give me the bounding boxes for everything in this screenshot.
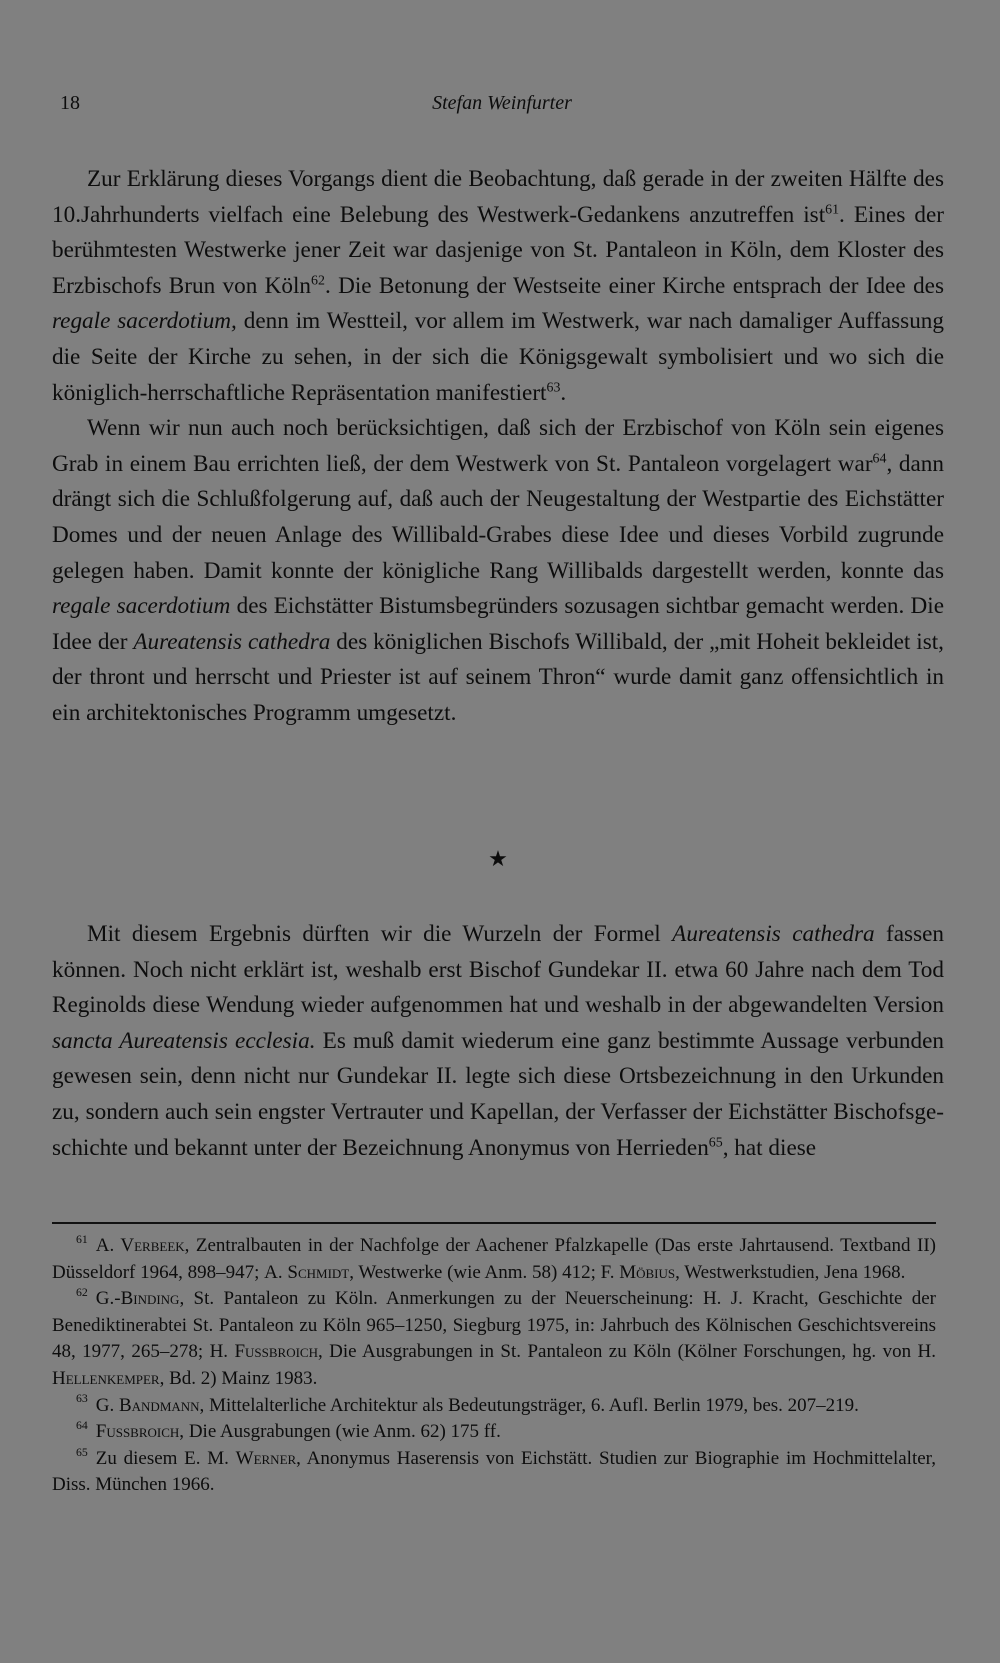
footnote-text: Mittelalterliche Architektur als Bedeutungsträger, 6. Aufl. Berlin 1979, bes. 207–219.	[204, 1394, 859, 1416]
footnote-64	[52, 1419, 936, 1446]
footnotes	[52, 1233, 936, 1499]
footnote-number: 65	[76, 1445, 88, 1459]
book-page	[52, 0, 944, 1663]
author-name: Werner,	[235, 1447, 301, 1469]
footnote-61	[52, 1233, 936, 1286]
footnote-text: Westwerke (wie Anm. 58) 412;	[353, 1261, 601, 1283]
footnote-ref-62[interactable]: 62	[311, 273, 325, 289]
paragraph-2	[52, 411, 944, 731]
footnote-number: 62	[76, 1285, 88, 1299]
author-name: H. Fussbroich,	[209, 1341, 323, 1363]
running-head-author: Stefan Weinfurter	[432, 92, 572, 114]
footnote-text: Westwerkstudien, Jena 1968.	[679, 1261, 906, 1283]
footnote-ref-65[interactable]: 65	[708, 1135, 723, 1151]
paragraph-3-text: Es muß damit wiederum eine ganz bestimmte Aussage verbunden gewesen sein, denn nicht nur Gundekar II. legte sich diese Ortsbezeichnung in den Urkunden zu, sondern auch sein engster Vertrauter und Kapellan, der Verfasser der Eichstätter Bischofsgeschichte und bekannt unter der Bezeichnung Anonymus von Herrieden	[52, 1027, 944, 1161]
author-name: A. Verbeek,	[95, 1235, 190, 1256]
paragraph-1	[52, 162, 944, 411]
footnote-63	[52, 1393, 936, 1420]
paragraph-3-text: , hat diese	[722, 1134, 817, 1161]
author-name: H. Hellenkemper,	[52, 1341, 936, 1389]
main-text-continued	[52, 917, 944, 1166]
footnote-text: Die Ausgrabungen in St. Pantaleon zu Köln (Kölner Forschungen, hg. von	[322, 1341, 918, 1363]
paragraph-2-text: , dann drängt sich die Schlußfolgerung auf, daß auch der Neugestaltung der Westpartie des Eichstätter Domes und der neuen Anlage des Willibald-Grabes diese Idee und dieses Vorbild zugrunde gelegen haben. Damit konnte der königliche Rang Willibalds dargestellt werden, konnte das	[52, 450, 944, 584]
page-number: 18	[60, 92, 80, 114]
paragraph-2-text: des königlichen Bischofs Willibald, der „mit Hoheit bekleidet ist, der thront und herrscht und Priester ist auf seinem Thron“ wurde damit ganz offensichtlich in ein architektonisches Programm umgesetzt.	[52, 628, 944, 726]
italic-phrase: regale sacerdotium	[52, 593, 231, 620]
footnote-ref-64[interactable]: 64	[872, 451, 887, 467]
footnote-text: Anonymus Haserensis von Eichstätt. Studien zur Biographie im Hochmittelalter, Diss. München 1966.	[52, 1447, 936, 1496]
footnote-text: St. Pantaleon zu Köln. Anmerkungen zu der Neuerscheinung: H. J. Kracht, Geschichte der Benediktinerabtei St. Pantaleon zu Köln 965–1250, Siegburg 1975, in: Jahrbuch des Kölnischen Geschichtsvereins 48, 1977, 265–278;	[52, 1288, 936, 1363]
footnote-number: 64	[76, 1418, 88, 1432]
footnote-divider	[52, 1222, 936, 1224]
footnote-text: Bd. 2) Mainz 1983.	[164, 1367, 318, 1389]
footnote-number: 61	[76, 1232, 88, 1246]
main-text	[52, 162, 944, 732]
footnote-text: Die Ausgrabungen (wie Anm. 62) 175 ff.	[184, 1421, 501, 1443]
italic-phrase: Aureatensis cathedra	[133, 628, 331, 655]
footnote-text: Zu diesem E. M.	[95, 1447, 236, 1469]
author-name: G.-Binding,	[95, 1288, 185, 1310]
author-name: Fussbroich,	[95, 1421, 185, 1443]
paragraph-1-text: . Eines der berühmtesten Westwerke jener Zeit war dasjenige von St. Pantaleon in Köln, dem Kloster des Erzbischofs Brun von Köln	[52, 201, 944, 299]
footnote-number: 63	[76, 1392, 88, 1406]
paragraph-1-text: Zur Erklärung dieses Vorgangs dient die Beobachtung, daß gerade in der zweiten Hälfte des 10.Jahrhunderts vielfach eine Belebung des Westwerk-Gedankens anzutreffen ist	[52, 166, 944, 228]
italic-phrase: sancta Aureatensis ecclesia.	[52, 1027, 316, 1054]
author-name: A. Schmidt,	[264, 1261, 354, 1283]
running-head	[60, 92, 944, 122]
italic-phrase: Aureatensis cathedra	[672, 921, 875, 947]
paragraph-3-text: fassen können. Noch nicht erklärt ist, weshalb erst Bischof Gundekar II. etwa 60 Jahre nach dem Tod Reginolds diese Wendung wieder aufgenommen hat und weshalb in der abgewandelten Version	[52, 921, 944, 1019]
section-break-star-icon: ★	[488, 846, 508, 871]
footnote-62	[52, 1286, 936, 1392]
author-name: F. Möbius,	[600, 1261, 680, 1283]
footnote-ref-61[interactable]: 61	[825, 202, 840, 218]
italic-phrase: regale sacerdotium,	[52, 308, 237, 335]
paragraph-2-text: Wenn wir nun auch noch berücksichtigen, daß sich der Erzbischof von Köln sein eigenes Grab in einem Bau errichten ließ, der dem Westwerk von St. Pantaleon vorgelagert war	[52, 415, 944, 477]
paragraph-1-text: denn im Westteil, vor allem im Westwerk, war nach damaliger Auffassung die Seite der Kirche zu sehen, in der sich die Königsgewalt symbolisiert und wo sich die königlich-herrschaftliche Repräsentation manifestiert	[52, 308, 944, 406]
author-name: G. Bandmann,	[95, 1394, 205, 1416]
footnote-65	[52, 1446, 936, 1499]
paragraph-3-text: Mit diesem Ergebnis dürften wir die Wurzeln der Formel	[87, 921, 673, 947]
paragraph-3	[52, 917, 944, 1166]
paragraph-2-text: des Eichstätter Bistumsbegründers sozusagen sichtbar gemacht werden. Die Idee der	[52, 593, 944, 655]
footnote-text: Zentralbauten in der Nachfolge der Aachener Pfalzkapelle (Das erste Jahrtausend. Textband II) Düsseldorf 1964, 898–947;	[52, 1235, 936, 1283]
footnote-ref-63[interactable]: 63	[546, 380, 561, 396]
paragraph-1-text: . Die Betonung der Westseite einer Kirche entsprach der Idee des	[324, 272, 944, 299]
paragraph-1-text: .	[560, 379, 567, 406]
